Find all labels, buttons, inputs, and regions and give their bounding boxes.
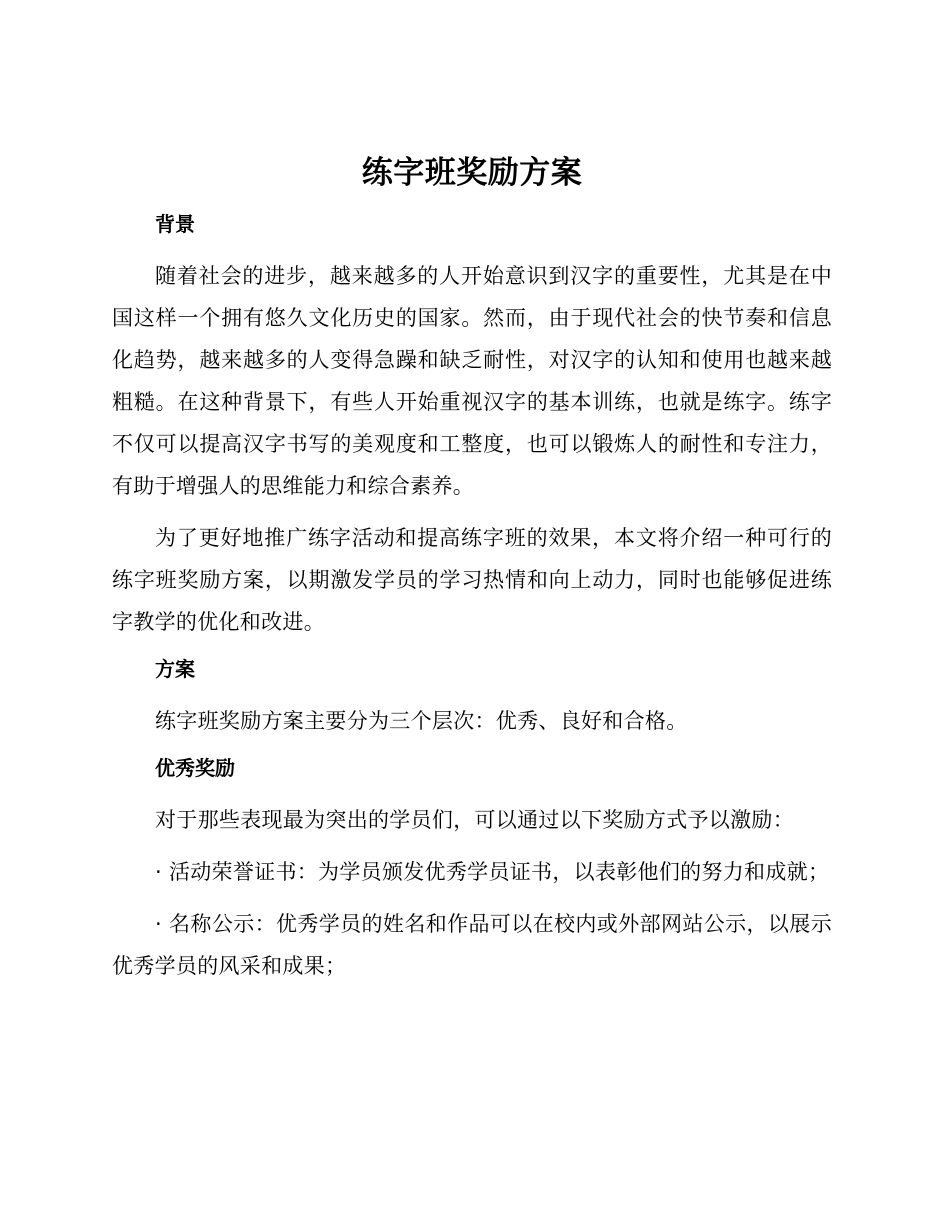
bullet-item-certificate: · 活动荣誉证书：为学员颁发优秀学员证书，以表彰他们的努力和成就；	[155, 860, 830, 884]
document-page	[112, 150, 832, 987]
section-heading-excellent: 优秀奖励	[155, 756, 235, 780]
document-title: 练字班奖励方案	[361, 155, 583, 191]
paragraph-background-2: 为了更好地推广练字活动和提高练字班的效果，本文将介绍一种可行的练字班奖励方案，以期激发学员的学习热情和向上动力，同时也能够促进练字教学的优化和改进。	[112, 526, 832, 634]
paragraph-plan-1: 练字班奖励方案主要分为三个层次：优秀、良好和合格。	[155, 709, 688, 733]
paragraph-background-1: 随着社会的进步，越来越多的人开始意识到汉字的重要性，尤其是在中国这样一个拥有悠久文化历史的国家。然而，由于现代社会的快节奏和信息化趋势，越来越多的人变得急躁和缺乏耐性，对汉字的认知和使用也越来越粗糙。在这种背景下，有些人开始重视汉字的基本训练，也就是练字。练字不仅可以提高汉字书写的美观度和工整度，也可以锻炼人的耐性和专注力，有助于增强人的思维能力和综合素养。	[112, 264, 832, 498]
paragraph-excellent-1: 对于那些表现最为突出的学员们，可以通过以下奖励方式予以激励：	[155, 808, 794, 832]
section-heading-background: 背景	[155, 212, 195, 236]
bullet-item-name-publicity: · 名称公示：优秀学员的姓名和作品可以在校内或外部网站公示，以展示优秀学员的风采和成果；	[112, 912, 832, 978]
section-heading-plan: 方案	[155, 657, 195, 681]
